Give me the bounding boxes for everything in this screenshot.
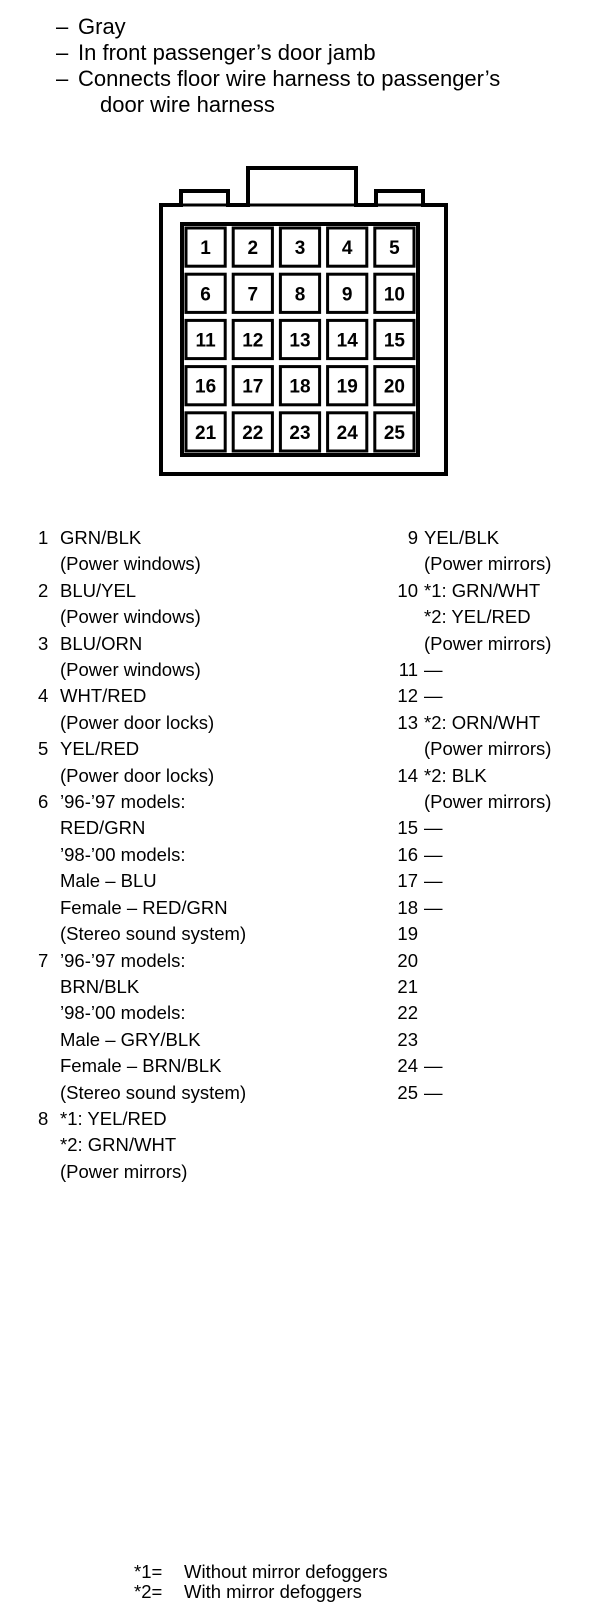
pinout-entry <box>384 1000 551 1026</box>
pin-description-line: (Power mirrors) <box>424 738 552 760</box>
pin-number: 10 <box>383 284 405 306</box>
pin-description <box>60 578 201 631</box>
pin-grid <box>186 228 414 451</box>
pinout-entry <box>384 815 551 841</box>
pin-number-label: 4 <box>38 685 49 707</box>
pin-number-label: 17 <box>397 870 418 892</box>
pin-cell <box>328 413 367 451</box>
pin-cell <box>375 228 414 266</box>
pin-description-line: *2: GRN/WHT <box>60 1134 177 1156</box>
pin-number: 11 <box>195 330 216 352</box>
pin-description-line: (Power windows) <box>60 606 201 628</box>
pin-description-line: (Power door locks) <box>60 711 215 733</box>
pin-number: 18 <box>289 376 311 398</box>
pin-description-line: RED/GRN <box>60 817 146 839</box>
pin-number-label: 24 <box>397 1055 418 1077</box>
pin-description <box>60 789 246 947</box>
pin-cell <box>280 320 319 358</box>
pin-cell <box>280 413 319 451</box>
pin-description <box>424 763 551 816</box>
pinout-entry <box>38 578 246 631</box>
pin-description-line: — <box>424 685 443 707</box>
pin-description-line: — <box>424 843 443 865</box>
pin-cell <box>186 320 225 358</box>
pin-description-line: ’98-’00 models: <box>60 1002 186 1024</box>
pin-description-line: GRN/BLK <box>60 527 142 548</box>
pin-description-line: YEL/BLK <box>424 527 500 548</box>
pinout-entry <box>384 895 551 921</box>
pin-description <box>424 895 443 921</box>
pin-number: 21 <box>195 422 217 444</box>
pin-number-label: 21 <box>397 975 418 997</box>
pin-description-line: Male – BLU <box>60 870 157 892</box>
pin-number-label: 19 <box>397 923 418 945</box>
pin-number-label: 13 <box>397 711 418 733</box>
pin-cell <box>280 274 319 312</box>
pin-number-label: 9 <box>407 527 418 548</box>
pin-number-label: 12 <box>397 685 418 707</box>
pin-cell <box>280 228 319 266</box>
pin-number-label: 22 <box>397 1002 418 1024</box>
pin-description-line: *2: BLK <box>424 764 487 786</box>
pin-cell <box>186 274 225 312</box>
footnote: *2= With mirror defoggers <box>134 1581 362 1602</box>
pinout-entry <box>384 1027 551 1053</box>
pin-description <box>424 525 551 578</box>
pin-description <box>60 1106 187 1185</box>
pin-number-label: 10 <box>397 579 418 601</box>
pin-cell <box>186 413 225 451</box>
pinout-entry <box>38 736 246 789</box>
pin-description-line: (Power door locks) <box>60 764 215 786</box>
pin-description-line: *2: ORN/WHT <box>424 711 541 733</box>
pin-number-label: 18 <box>397 896 418 918</box>
pin-cell <box>375 274 414 312</box>
pin-number: 22 <box>242 422 264 444</box>
pinout-entry <box>384 578 551 657</box>
pin-cell <box>233 413 272 451</box>
pin-description <box>424 1080 443 1106</box>
pin-description-line: — <box>424 1055 443 1077</box>
pin-cell <box>233 228 272 266</box>
pin-number-label: 5 <box>38 738 49 760</box>
pin-number-label: 20 <box>397 949 418 971</box>
connector-face-diagram <box>0 0 608 490</box>
pin-number: 15 <box>383 330 405 352</box>
pin-description-line: YEL/RED <box>60 738 140 760</box>
pin-number-label: 1 <box>38 527 49 548</box>
pin-description-line: ’96-’97 models: <box>60 791 186 813</box>
pin-number-label: 11 <box>398 659 418 681</box>
pin-description-line: (Power mirrors) <box>60 1160 188 1182</box>
pinout-entry <box>38 948 246 1106</box>
pin-description-line: WHT/RED <box>60 685 147 707</box>
pin-number-label: 14 <box>397 764 418 786</box>
pin-number: 1 <box>200 238 211 260</box>
pinout-entry <box>38 789 246 947</box>
pin-description-line: (Power mirrors) <box>424 632 552 654</box>
pin-description-line: — <box>424 896 443 918</box>
pin-cell <box>375 320 414 358</box>
pin-description <box>60 948 246 1106</box>
pinout-entry <box>384 763 551 816</box>
pin-cell <box>233 320 272 358</box>
pinout-entry <box>384 948 551 974</box>
pin-description <box>60 683 214 736</box>
pin-description <box>60 736 214 789</box>
pinout-entry <box>38 631 246 684</box>
pin-number-label: 3 <box>38 632 49 654</box>
description-line-function: – Connects floor wire harness to passenger’s <box>56 66 501 91</box>
pin-description <box>60 525 201 578</box>
pin-description-line: (Stereo sound system) <box>60 1081 247 1103</box>
pinout-entry <box>384 657 551 683</box>
pin-cell <box>375 413 414 451</box>
pin-number: 19 <box>336 376 358 398</box>
pinout-entry <box>384 1053 551 1079</box>
pin-cell <box>280 367 319 405</box>
pin-number: 5 <box>389 238 400 260</box>
pin-cell <box>186 367 225 405</box>
pin-number: 24 <box>336 422 358 444</box>
pinout-entry <box>384 525 551 578</box>
pinout-entry <box>384 683 551 709</box>
pin-description-line: (Power windows) <box>60 659 201 681</box>
pin-description-line: *2: YEL/RED <box>424 606 531 628</box>
pinout-right-column <box>384 525 551 1106</box>
pin-number-label: 7 <box>38 949 49 971</box>
description-line-location: – In front passenger’s door jamb <box>56 40 376 65</box>
pinout-entry <box>38 1106 246 1185</box>
pin-number: 16 <box>195 376 217 398</box>
pin-number-label: 2 <box>38 579 49 601</box>
pin-number-label: 8 <box>38 1107 49 1129</box>
pinout-left-column <box>38 525 246 1185</box>
pin-number-label: 23 <box>397 1028 418 1050</box>
pin-description-line: — <box>424 870 443 892</box>
pin-description-line: BLU/ORN <box>60 632 143 654</box>
pinout-entry <box>38 683 246 736</box>
pin-description-line: *1: GRN/WHT <box>424 579 541 601</box>
pin-number: 2 <box>247 238 259 260</box>
pin-description-line: (Stereo sound system) <box>60 923 247 945</box>
pinout-entry <box>384 1080 551 1106</box>
pin-number: 13 <box>289 330 311 352</box>
pinout-entry <box>384 868 551 894</box>
pin-description <box>60 631 201 684</box>
pin-number: 6 <box>200 284 211 306</box>
pin-description-line: BRN/BLK <box>60 975 140 997</box>
pinout-entry <box>384 921 551 947</box>
pin-number: 8 <box>294 284 306 306</box>
pin-description <box>424 578 551 657</box>
pin-number: 23 <box>289 422 311 444</box>
pin-cell <box>186 228 225 266</box>
pin-cell <box>328 367 367 405</box>
pinout-entry <box>384 710 551 763</box>
pin-description-line: ’96-’97 models: <box>60 949 186 971</box>
pin-description-line: — <box>424 1081 443 1103</box>
pin-description-line: Male – GRY/BLK <box>60 1028 201 1050</box>
pin-description-line: (Power mirrors) <box>424 791 552 813</box>
pin-cell <box>328 274 367 312</box>
pin-cell <box>233 274 272 312</box>
pin-description-line: Female – BRN/BLK <box>60 1055 222 1077</box>
pin-description-line: (Power windows) <box>60 553 201 575</box>
pin-description <box>424 842 443 868</box>
pin-number-label: 25 <box>397 1081 418 1103</box>
pin-number: 4 <box>341 238 353 260</box>
pin-description-line: — <box>424 817 443 839</box>
pin-cell <box>328 320 367 358</box>
pin-description <box>424 657 443 683</box>
pin-description <box>424 683 443 709</box>
pin-number: 9 <box>341 284 353 306</box>
pin-description-line: Female – RED/GRN <box>60 896 228 918</box>
description-line-color: – Gray <box>56 14 126 39</box>
pin-description <box>424 710 551 763</box>
pinout-entry <box>38 525 246 578</box>
pin-description-line: — <box>424 659 443 681</box>
description-line-function-cont: door wire harness <box>100 92 275 117</box>
pin-description <box>424 868 443 894</box>
pin-number: 3 <box>294 238 306 260</box>
pin-number: 12 <box>242 330 264 352</box>
pin-number-label: 6 <box>38 791 49 813</box>
pinout-entry <box>384 842 551 868</box>
pin-number: 7 <box>247 284 259 306</box>
pin-description <box>424 815 443 841</box>
pin-number: 14 <box>336 330 358 352</box>
pin-description-line: BLU/YEL <box>60 579 137 601</box>
pin-cell <box>233 367 272 405</box>
footnotes <box>134 1562 388 1602</box>
pinout-entry <box>384 974 551 1000</box>
pin-cell <box>328 228 367 266</box>
pin-description <box>424 1053 443 1079</box>
pin-description-line: ’98-’00 models: <box>60 843 186 865</box>
pin-description-line: (Power mirrors) <box>424 553 552 575</box>
footnote: *1= Without mirror defoggers <box>134 1561 388 1582</box>
pin-number-label: 15 <box>397 817 418 839</box>
pin-number: 20 <box>383 376 405 398</box>
pin-number: 25 <box>383 422 405 444</box>
pin-number-label: 16 <box>397 843 418 865</box>
pin-number: 17 <box>242 376 264 398</box>
pin-cell <box>375 367 414 405</box>
pin-description-line: *1: YEL/RED <box>60 1107 167 1129</box>
